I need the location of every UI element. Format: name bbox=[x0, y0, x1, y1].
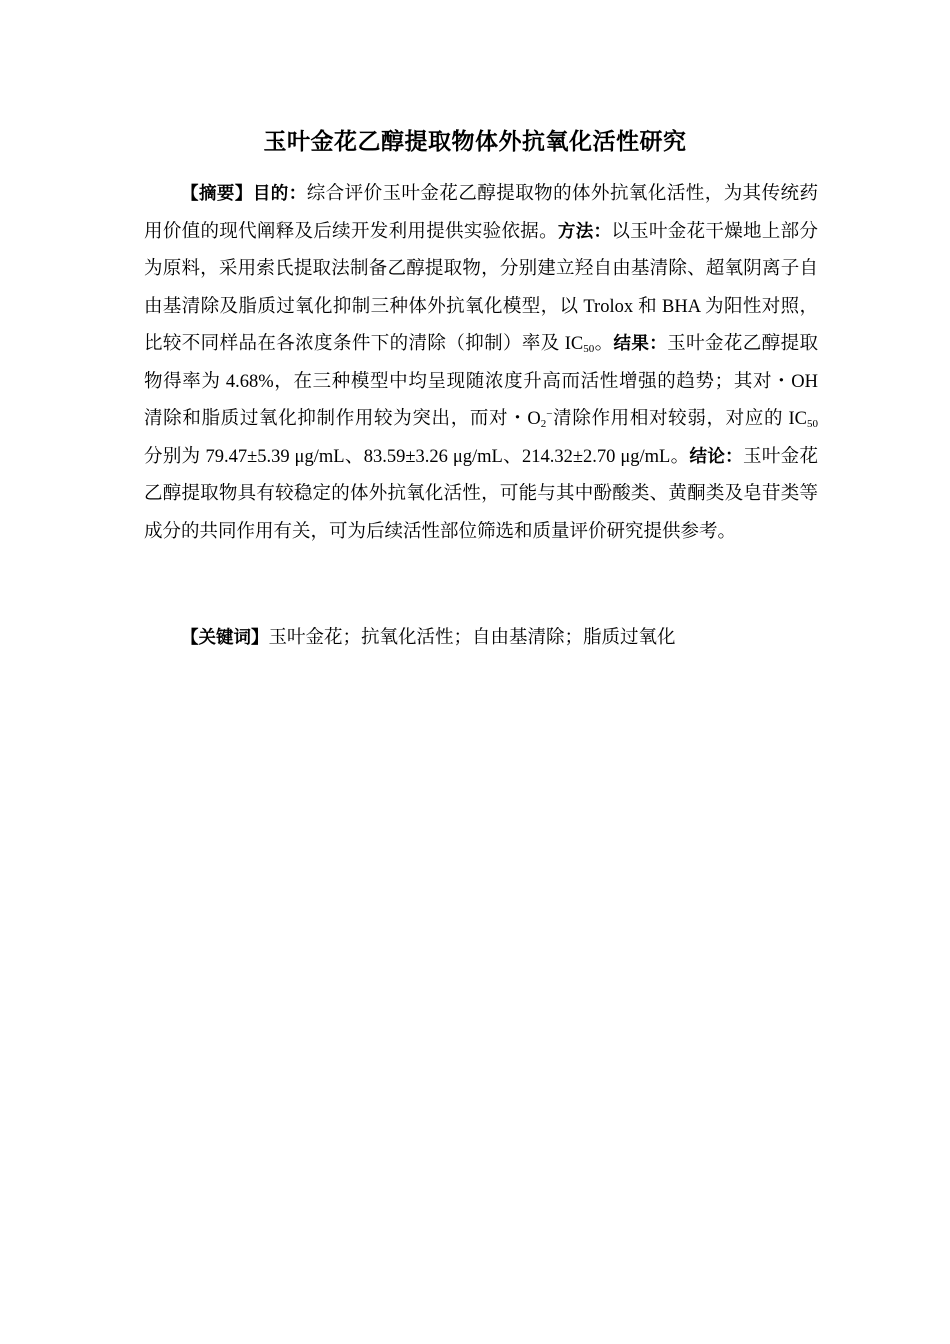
results-label: 结果： bbox=[613, 334, 668, 354]
keywords-paragraph bbox=[144, 620, 818, 658]
methods-end: 。 bbox=[594, 334, 614, 354]
methods-text: 以玉叶金花干燥地上部分为原料，采用索氏提取法制备乙醇提取物，分别建立羟自由基清除、超氧阴离子自由基清除及脂质过氧化抑制三种体外抗氧化模型，以 Trolox 和 BHA 为阳性对照，比较不同样品在各浓度条件下的清除（抑制）率及 IC bbox=[144, 221, 818, 354]
abstract-label: 【摘要】 bbox=[181, 184, 253, 204]
paper-title: 玉叶金花乙醇提取物体外抗氧化活性研究 bbox=[263, 129, 687, 155]
keywords-text: 玉叶金花；抗氧化活性；自由基清除；脂质过氧化 bbox=[268, 628, 676, 648]
ic50-subscript-2: 50 bbox=[807, 418, 818, 430]
objective-text: 综合评价玉叶金花乙醇提取物的体外抗氧化活性，为其传统药用价值的现代阐释及后续开发利用提供实验依据。 bbox=[144, 184, 819, 242]
conclusion-label: 结论： bbox=[689, 446, 743, 467]
o2-superscript: − bbox=[546, 408, 553, 420]
abstract-paragraph bbox=[144, 176, 818, 551]
results-text-3: 分别为 79.47±5.39 μg/mL、83.59±3.26 μg/mL、214.32±2.70 μg/mL。 bbox=[144, 446, 690, 467]
methods-label: 方法： bbox=[557, 221, 612, 242]
results-text: 玉叶金花乙醇提取物得率为 4.68%，在三种模型中均呈现随浓度升高而活性增强的趋势；其对・OH 清除和脂质过氧化抑制作用较为突出，而对・O bbox=[144, 334, 818, 429]
ic50-subscript: 50 bbox=[583, 343, 595, 355]
keywords-label: 【关键词】 bbox=[181, 628, 269, 648]
results-text-2: 清除作用相对较弱，对应的 IC bbox=[552, 409, 807, 429]
objective-label: 目的： bbox=[252, 184, 307, 204]
o2-subscript: 2 bbox=[540, 418, 547, 430]
conclusion-text: 玉叶金花乙醇提取物具有较稳定的体外抗氧化活性，可能与其中酚酸类、黄酮类及皂苷类等成分的共同作用有关，可为后续活性部位筛选和质量评价研究提供参考。 bbox=[144, 446, 818, 542]
